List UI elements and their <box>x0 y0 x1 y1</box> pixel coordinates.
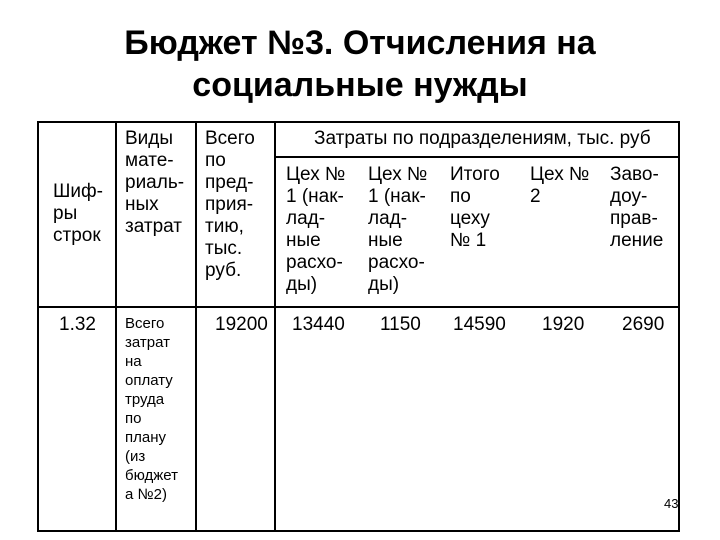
table-vline <box>195 123 197 530</box>
slide-title <box>0 22 720 106</box>
row-value-sub-2: 1150 <box>380 314 421 335</box>
table-hline <box>274 156 678 158</box>
header-sub-3: Итого по цеху № 1 <box>450 164 500 251</box>
title-line-2: социальные нужды <box>192 66 528 104</box>
row-code: 1.32 <box>59 314 96 335</box>
row-value-sub-4: 1920 <box>542 314 585 335</box>
row-value-sub-5: 2690 <box>622 314 665 335</box>
header-sub-1: Цех № 1 (нак- лад- ные расхо- ды) <box>286 164 346 295</box>
header-sub-5: Заво- доу- прав- ление <box>610 164 664 251</box>
budget-table <box>37 121 680 532</box>
table-vline <box>115 123 117 530</box>
table-hline <box>39 306 678 308</box>
table-vline <box>274 123 276 530</box>
header-total-enterprise: Всего по пред- прия- тию, тыс. руб. <box>205 128 255 281</box>
row-cost-type: Всего затрат на оплату труда по плану (из бюджет а №2) <box>125 315 179 503</box>
header-cost-type: Виды мате- риаль- ных затрат <box>125 128 185 237</box>
header-code: Шиф- ры строк <box>53 181 103 246</box>
title-line-1: Бюджет №3. Отчисления на <box>124 24 596 62</box>
header-sub-4: Цех № 2 <box>530 164 590 207</box>
page-number: 43 <box>664 496 679 511</box>
header-sub-2: Цех № 1 (нак- лад- ные расхо- ды) <box>368 164 428 295</box>
header-group: Затраты по подразделениям, тыс. руб <box>314 128 651 149</box>
row-value-sub-3: 14590 <box>453 314 506 335</box>
row-value-total: 19200 <box>215 314 268 335</box>
row-value-sub-1: 13440 <box>292 314 345 335</box>
